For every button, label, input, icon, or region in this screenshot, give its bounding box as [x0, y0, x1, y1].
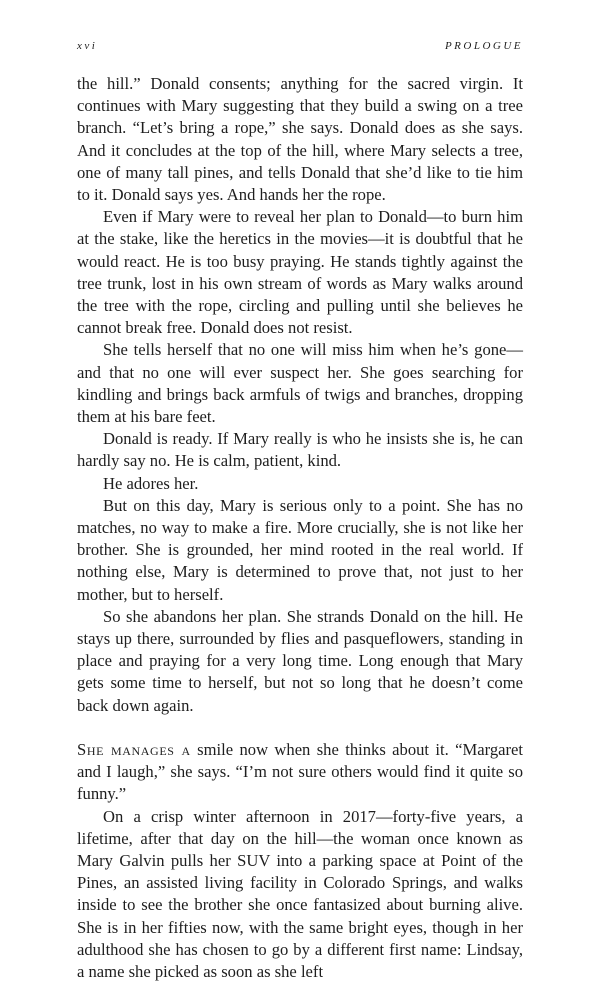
small-caps-lead-in: She manages a	[77, 740, 191, 759]
chapter-title: PROLOGUE	[445, 40, 523, 52]
paragraph: He adores her.	[77, 473, 523, 495]
page-number: xvi	[77, 40, 97, 52]
paragraph: She tells herself that no one will miss him when he’s gone—and that no one will ever suspect her. She goes searching for kindling and brings back armfuls of twigs and branches, dropping them at his bare feet.	[77, 339, 523, 428]
running-head	[77, 40, 523, 60]
paragraph: On a crisp winter afternoon in 2017—forty-five years, a lifetime, after that day on the hill—the woman once known as Mary Galvin pulls her SUV into a parking space at Point of the Pines, an assisted living facility in Colorado Springs, and walks inside to see the brother she once fantasized about burning alive. She is in her fifties now, with the same bright eyes, though in her adulthood she has chosen to go by a different first name: Lindsay, a name she picked as soon as she left	[77, 806, 523, 983]
paragraph: Even if Mary were to reveal her plan to Donald—to burn him at the stake, like the heretics in the movies—it is doubtful that he would react. He is too busy praying. He stands tightly against the tree trunk, lost in his own stream of words as Mary walks around the tree with the rope, circling and pulling until she believes he cannot break free. Donald does not resist.	[77, 206, 523, 339]
body-text	[77, 73, 523, 983]
paragraph-continued: the hill.” Donald consents; anything for the sacred virgin. It continues with Mary suggesting that they build a swing on a tree branch. “Let’s bring a rope,” she says. Donald does as she says. And it concludes at the top of the hill, where Mary selects a tree, one of many tall pines, and tells Donald that she’d like to tie him to it. Donald says yes. And hands her the rope.	[77, 73, 523, 206]
paragraph: Donald is ready. If Mary really is who he insists she is, he can hardly say no. He is calm, patient, kind.	[77, 428, 523, 472]
section-opening-paragraph	[77, 739, 523, 806]
section-opening-text: smile now when she thinks about it. “Margaret and I laugh,” she says. “I’m not sure others would find it quite so funny.”	[77, 740, 523, 803]
paragraph: So she abandons her plan. She strands Donald on the hill. He stays up there, surrounded by flies and pasqueflowers, standing in place and praying for a very long time. Long enough that Mary gets some time to herself, but not so long that he doesn’t come back down again.	[77, 606, 523, 717]
paragraph: But on this day, Mary is serious only to a point. She has no matches, no way to make a fire. More crucially, she is not like her brother. She is grounded, her mind rooted in the real world. If nothing else, Mary is determined to prove that, not just to her mother, but to herself.	[77, 495, 523, 606]
